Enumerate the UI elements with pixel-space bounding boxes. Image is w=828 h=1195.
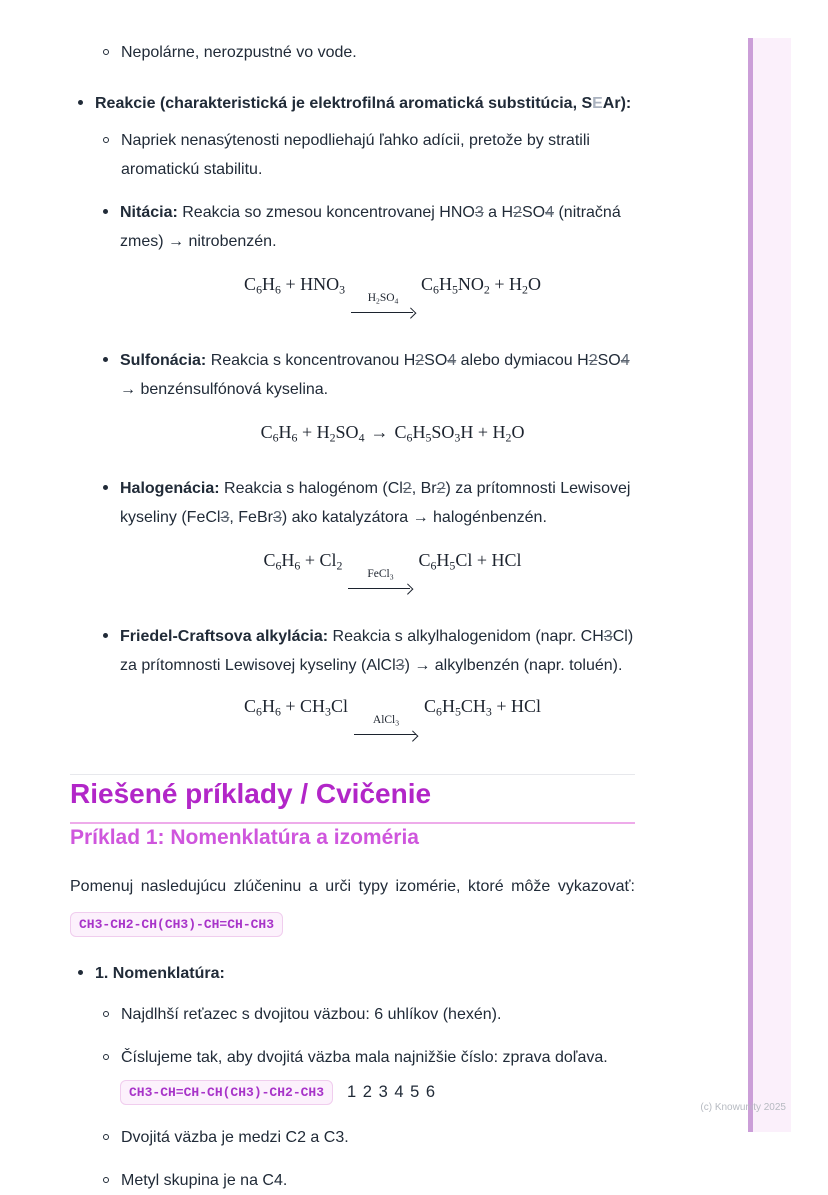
- circle-bullet-icon: [103, 1011, 109, 1017]
- list-item: [70, 38, 635, 67]
- reaction-arrow: [348, 568, 412, 594]
- disc-bullet-icon: [78, 970, 83, 975]
- compound-chip-row: [70, 912, 635, 937]
- arrow-catalyst-label: AlCl$_3$: [372, 714, 400, 728]
- reaction-name: Halogenácia:: [120, 479, 220, 497]
- arrow-icon: [354, 729, 418, 740]
- reaction-name: Sulfonácia:: [120, 352, 207, 370]
- step-text: Najdlhší reťazec s dvojitou väzbou: 6 uhlíkov (hexén).: [121, 1006, 502, 1024]
- disc-bullet-icon: [103, 485, 108, 490]
- equation-lhs: $C_6H_6 + Cl_2$: [263, 549, 343, 573]
- reaction-item: [120, 346, 635, 404]
- list-item: [70, 959, 635, 988]
- section-heading: Riešené príklady / Cvičenie: [70, 775, 635, 824]
- list-item: [70, 346, 635, 404]
- reactions-header: Reakcie (charakteristická je elektrofilná aromatická substitúcia, SEAr):: [95, 95, 632, 112]
- arrow-icon: [348, 583, 412, 594]
- reaction-text: Reakcia s alkylhalogenidom (napr. CH3Cl) za prítomnosti Lewisovej kyseliny (AlCl3) → alkylbenzén (napr. toluén).: [120, 628, 634, 675]
- arrow-icon: [351, 307, 415, 318]
- list-item: [70, 622, 635, 680]
- page-edge-band: [753, 38, 791, 1132]
- chem-equation: [110, 550, 675, 594]
- step-text: Dvojitá väzba je medzi C2 a C3.: [121, 1129, 349, 1147]
- equation-lhs: $C_6H_6 + CH_3Cl$: [243, 696, 348, 719]
- equation-rhs: $C_6H_5CH_3$ + HCl: [423, 696, 541, 719]
- list-item-text: Napriek nenasýtenosti nepodliehajú ľahko adícii, pretože by stratili aromatickú stabilitu.: [121, 132, 590, 178]
- list-item: [70, 474, 635, 532]
- nomenclature-label: 1. Nomenklatúra:: [95, 965, 225, 983]
- equation-rhs: $C_6H_5SO_3H + H_2O$: [394, 422, 525, 445]
- disc-bullet-icon: [103, 633, 108, 638]
- page-edge-strip: [748, 38, 753, 1132]
- chem-equation: [110, 696, 675, 740]
- circle-bullet-icon: [103, 137, 109, 143]
- arrow-icon: →: [370, 422, 389, 443]
- equation-rhs: $C_6H_5Cl$ + HCl: [418, 549, 522, 573]
- document-page: [70, 0, 635, 1195]
- list-item-text: Nepolárne, nerozpustné vo vode.: [121, 44, 357, 61]
- arrow-catalyst-label: $H_2SO_4$: [367, 292, 399, 306]
- numbered-formula-chip: CH3-CH=CH-CH(CH3)-CH2-CH3: [120, 1080, 333, 1105]
- disc-bullet-icon: [78, 100, 83, 105]
- reaction-text: Reakcia so zmesou koncentrovanej HNO3 a H2SO4 (nitračná zmes) → nitrobenzén.: [120, 204, 621, 250]
- reaction-item: [120, 474, 635, 532]
- list-item: [70, 89, 635, 118]
- chem-equation: [110, 274, 675, 318]
- disc-bullet-icon: [103, 357, 108, 362]
- exercise-prompt: Pomenuj nasledujúcu zlúčeninu a urči typy izomérie, ktoré môže vykazovať:: [70, 878, 635, 896]
- list-item: [70, 1123, 635, 1152]
- list-item: [70, 1043, 635, 1072]
- circle-bullet-icon: [103, 1054, 109, 1060]
- step-text: Metyl skupina je na C4.: [121, 1172, 288, 1190]
- circle-bullet-icon: [103, 49, 109, 55]
- list-item: [70, 126, 635, 184]
- reaction-item: [120, 198, 635, 256]
- reaction-arrow: [351, 292, 415, 318]
- arrow-catalyst-label: FeCl$_3$: [367, 567, 394, 582]
- numbered-chip-row: [120, 1080, 635, 1105]
- reaction-text: Reakcia s halogénom (Cl2, Br2) za prítomnosti Lewisovej kyseliny (FeCl3, FeBr3) ako katalyzátora → halogénbenzén.: [120, 479, 631, 526]
- circle-bullet-icon: [103, 1177, 109, 1183]
- reaction-text: Reakcia s koncentrovanou H2SO4 alebo dymiacou H2SO4 → benzénsulfónová kyselina.: [120, 352, 630, 399]
- carbon-numbering: 1 2 3 4 5 6: [347, 1083, 437, 1102]
- equation-lhs: $C_6H_6 + HNO_3$: [244, 274, 346, 297]
- list-item: [70, 1000, 635, 1029]
- equation-rhs: $C_6H_5NO_2 + H_2O$: [421, 274, 541, 297]
- example-heading: Príklad 1: Nomenklatúra a izoméria: [70, 826, 419, 850]
- disc-bullet-icon: [103, 209, 108, 214]
- reaction-arrow: [354, 714, 418, 740]
- step-text: Číslujeme tak, aby dvojitá väzba mala najnižšie číslo: zprava doľava.: [121, 1049, 608, 1067]
- equation-lhs: $C_6H_6 + H_2SO_4$: [260, 422, 365, 445]
- compound-formula-chip: CH3-CH2-CH(CH3)-CH=CH-CH3: [70, 912, 283, 937]
- reaction-name: Friedel-Craftsova alkylácia:: [120, 628, 329, 646]
- reaction-item: [120, 622, 635, 680]
- chem-equation: [110, 422, 675, 446]
- circle-bullet-icon: [103, 1134, 109, 1140]
- list-item: [70, 198, 635, 256]
- reaction-name: Nitácia:: [120, 204, 178, 221]
- watermark: (c) Knowunity 2025: [700, 1102, 786, 1113]
